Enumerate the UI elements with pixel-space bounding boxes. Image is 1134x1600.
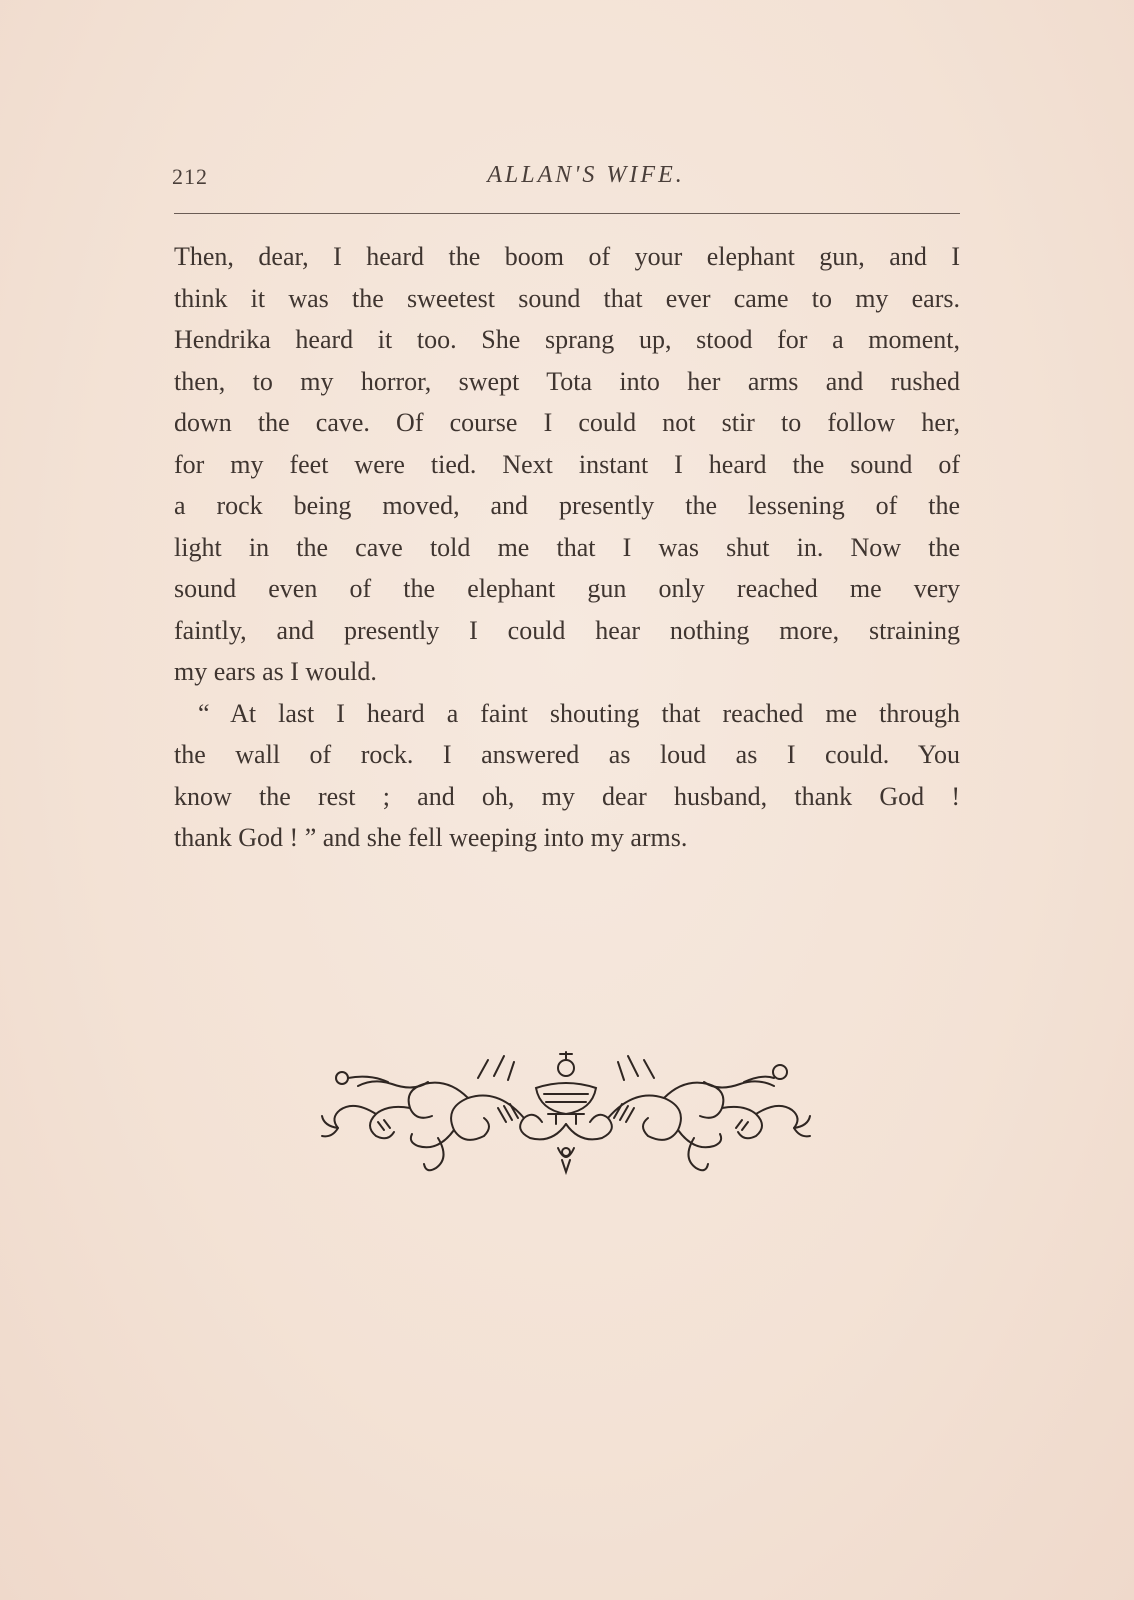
running-title: ALLAN'S WIFE. [487, 162, 685, 188]
text-line: for my feet were tied. Next instant I heard the sound of [174, 449, 960, 479]
text-line: think it was the sweetest sound that ever came to my ears. [174, 283, 960, 313]
text-line: know the rest ; and oh, my dear husband, thank God ! [174, 781, 960, 811]
paragraph-2 [174, 693, 960, 859]
paragraph-1 [174, 236, 960, 693]
body-text [174, 236, 960, 859]
text-line: sound even of the elephant gun only reached me very [174, 574, 960, 603]
text-line: the wall of rock. I answered as loud as I could. You [174, 740, 960, 769]
text-line: down the cave. Of course I could not stir to follow her, [174, 408, 960, 437]
text-line: Hendrika heard it too. She sprang up, stood for a moment, [174, 325, 960, 354]
text-line: my ears as I would. [174, 657, 377, 686]
text-line: then, to my horror, swept Tota into her arms and rushed [174, 366, 960, 396]
text-line: Then, dear, I heard the boom of your elephant gun, and I [174, 242, 960, 271]
tailpiece-ornament-icon [318, 1048, 814, 1178]
text-line: light in the cave told me that I was shut in. Now the [174, 532, 960, 562]
text-line: “ At last I heard a faint shouting that reached me through [198, 698, 960, 728]
text-line: a rock being moved, and presently the lessening of the [174, 491, 960, 520]
text-line: faintly, and presently I could hear nothing more, straining [174, 615, 960, 645]
page-header [172, 160, 960, 196]
page-number: 212 [172, 164, 208, 189]
header-rule [174, 213, 960, 214]
text-line: thank God ! ” and she fell weeping into my arms. [174, 823, 688, 852]
